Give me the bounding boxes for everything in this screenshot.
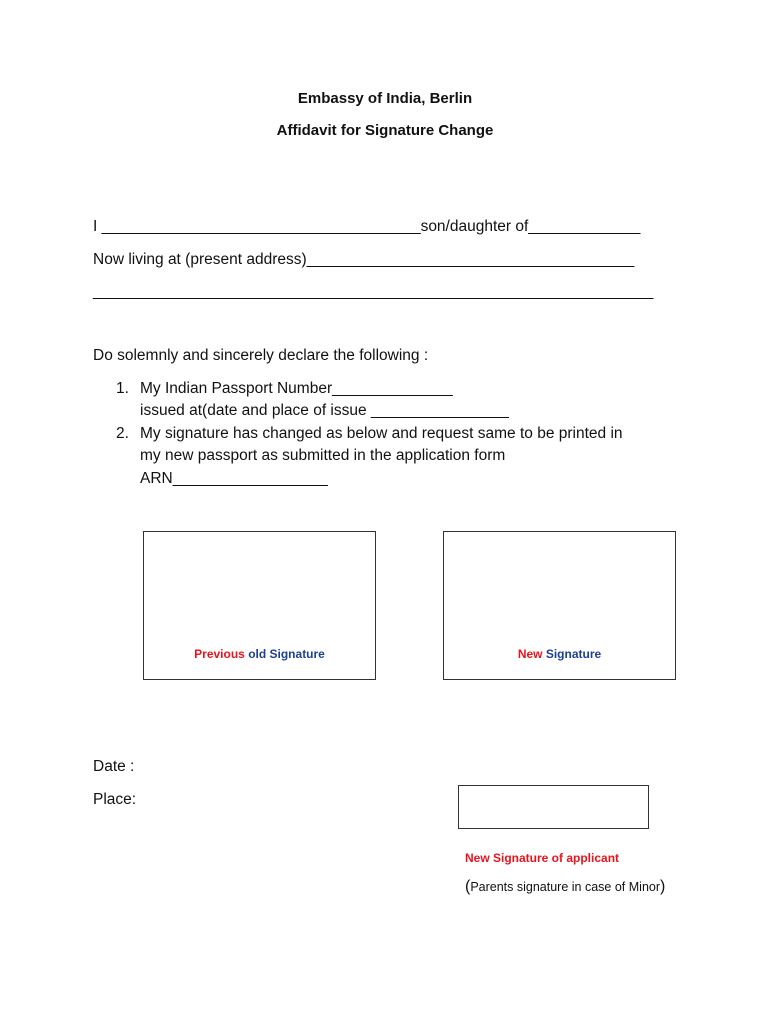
arn-line: ARN__________________ (140, 470, 328, 487)
caption-signature: Signature (545, 647, 602, 661)
new-signature-caption (444, 647, 675, 661)
date-label: Date : (93, 758, 135, 775)
signature-change-line: My signature has changed as below and request same to be printed in (140, 425, 623, 442)
form-title: Affidavit for Signature Change (276, 122, 494, 139)
present-address-line: Now living at (present address)______________________________________ (93, 251, 635, 268)
paren-open: ( (465, 878, 471, 895)
place-label: Place: (93, 791, 137, 808)
item-number: 1. (116, 380, 129, 397)
passport-request-line: my new passport as submitted in the application form (140, 447, 506, 464)
previous-signature-box[interactable] (143, 531, 376, 680)
new-signature-box[interactable] (443, 531, 676, 680)
minor-note-text: Parents signature in case of Minor (470, 880, 661, 894)
caption-new: New (517, 647, 543, 661)
minor-note (465, 878, 665, 896)
applicant-signature-label: New Signature of applicant (465, 851, 620, 865)
caption-previous: Previous (194, 647, 245, 661)
passport-number-line: My Indian Passport Number______________ (140, 380, 453, 397)
declaration-intro: Do solemnly and sincerely declare the following : (93, 347, 429, 364)
applicant-signature-box[interactable] (458, 785, 649, 829)
issue-place-line: issued at(date and place of issue ________________ (140, 402, 509, 419)
caption-old-signature: old Signature (248, 647, 325, 661)
address-continuation-line: _________________________________________________________________ (93, 283, 654, 300)
paren-close: ) (660, 878, 666, 895)
declarant-name-line: I _____________________________________son/daughter of_____________ (93, 218, 641, 235)
page-title: Embassy of India, Berlin (297, 90, 473, 107)
item-number: 2. (116, 425, 129, 442)
previous-signature-caption (144, 647, 375, 661)
